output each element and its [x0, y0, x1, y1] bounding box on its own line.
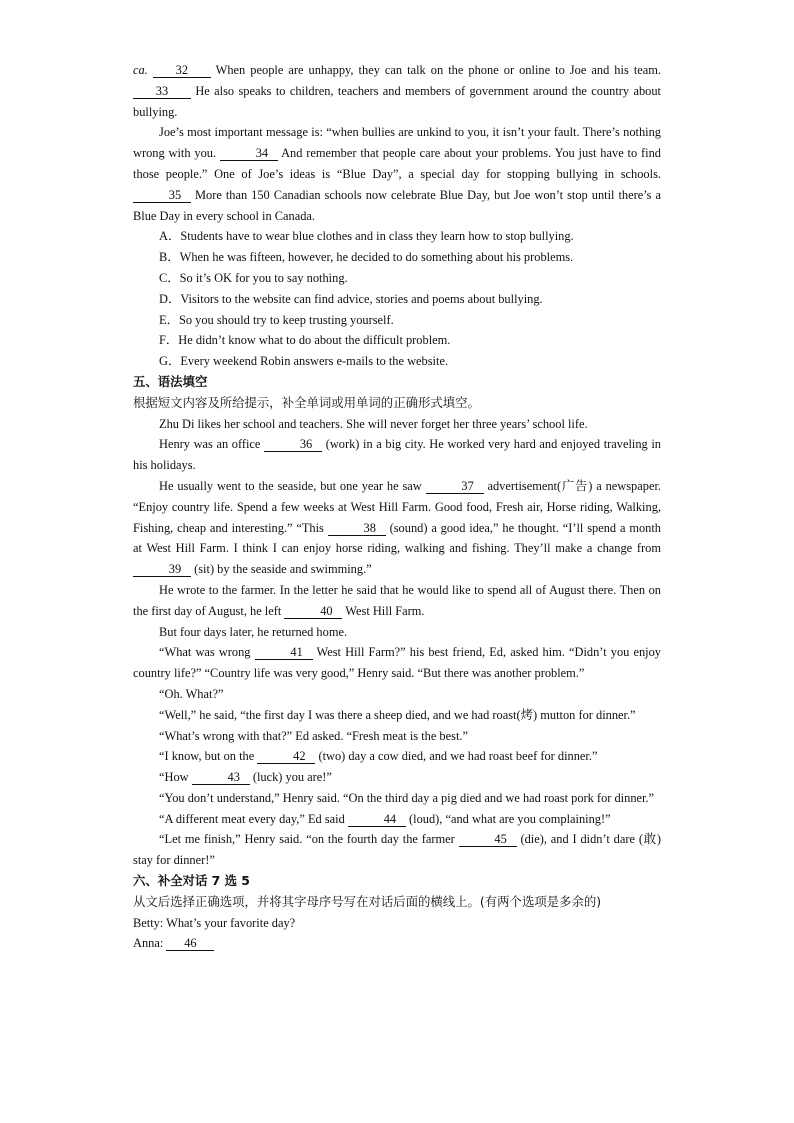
dialog-line-betty: Betty: What’s your favorite day? [133, 915, 296, 930]
option-c: C．So it’s OK for you to say nothing. [159, 270, 348, 285]
option-f: F．He didn’t know what to do about the difficult problem. [159, 333, 451, 348]
dialog-line-anna [133, 933, 661, 954]
blank-40[interactable]: 40 [284, 604, 342, 619]
text: (loud), “and what are you complaining!” [409, 811, 611, 826]
text: (two) day a cow died, and we had roast beef for dinner.” [318, 749, 598, 764]
section-6-instructions: 从文后选择正确选项，并将其字母序号写在对话后面的横线上。(有两个选项是多余的) [133, 893, 602, 909]
blank-36[interactable]: 36 [264, 437, 322, 452]
text: He wrote to the farmer. In the letter he said that he would like to spend all of August there. Then on the first day of August, he left [133, 582, 661, 618]
grammar-paragraph-luck [133, 767, 661, 788]
text: Henry was an office [159, 437, 261, 452]
grammar-line: “What’s wrong with that?” Ed asked. “Fresh meat is the best.” [159, 728, 468, 743]
option-g: G．Every weekend Robin answers e-mails to the website. [159, 354, 449, 369]
text: advertisement(广告) a newspaper. “Enjoy country life. Spend a few weeks at West Hill Farm. Good food, Fresh air, Horse riding, Walking, Fishing, cheap and interesting.” “This [133, 478, 661, 535]
text: “Let me finish,” Henry said. “on the fourth day the farmer [159, 832, 455, 847]
option-e: E．So you should try to keep trusting yourself. [159, 312, 394, 327]
text: (work) in a big city. He worked very hard and enjoyed traveling in his holidays. [133, 437, 662, 473]
section-5-instructions: 根据短文内容及所给提示，补全单词或用单词的正确形式填空。 [133, 394, 480, 410]
text: Joe’s most important message is: “when bullies are unkind to you, it isn’t your fault. There’s nothing wrong with you. [133, 125, 661, 161]
blank-38[interactable]: 38 [328, 521, 386, 536]
text: He usually went to the seaside, but one year he saw [159, 478, 422, 493]
grammar-intro-line: Zhu Di likes her school and teachers. She will never forget her three years’ school life. [159, 416, 588, 431]
grammar-paragraph-seaside [133, 476, 661, 580]
paragraph-joe-team [133, 60, 661, 122]
blank-43[interactable]: 43 [192, 770, 250, 785]
text: He also speaks to children, teachers and members of government around the country about bullying. [133, 83, 661, 119]
section-6-title: 六、补全对话 7 选 5 [133, 873, 250, 889]
blank-42[interactable]: 42 [257, 749, 315, 764]
blank-45[interactable]: 45 [459, 832, 517, 847]
blank-41[interactable]: 41 [255, 645, 313, 660]
blank-44[interactable]: 44 [348, 812, 406, 827]
blank-39[interactable]: 39 [133, 562, 191, 577]
paragraph-joe-message [133, 122, 661, 226]
text: More than 150 Canadian schools now celebrate Blue Day, but Joe won’t stop until there’s a Blue Day in every school in Canada. [133, 187, 661, 223]
blank-37[interactable]: 37 [426, 479, 484, 494]
text: (sit) by the seaside and swimming.” [194, 562, 372, 577]
speaker: Anna: [133, 936, 164, 951]
document-page [133, 60, 661, 954]
text: And remember that people care about your problems. You just have to find those people.” One of Joe’s ideas is “Blue Day”, a special day for stopping bullying in schools. [133, 146, 661, 181]
grammar-line: “You don’t understand,” Henry said. “On the third day a pig died and we had roast pork for dinner.” [159, 790, 655, 805]
blank-33[interactable]: 33 [133, 84, 191, 99]
text: (die), and I didn’t dare (敢) stay for dinner!” [133, 832, 661, 868]
option-a: A．Students have to wear blue clothes and in class they learn how to stop bullying. [159, 229, 574, 244]
text: “I know, but on the [159, 749, 255, 764]
section-5-title: 五、语法填空 [133, 373, 208, 389]
text: West Hill Farm. [345, 603, 425, 618]
grammar-line: “Well,” he said, “the first day I was there a sheep died, and we had roast(烤) mutton for dinner.” [159, 707, 636, 722]
grammar-paragraph-loud [133, 809, 661, 830]
grammar-paragraph-letter [133, 580, 661, 622]
text: (sound) a good idea,” he thought. “I’ll spend a month at West Hill Farm. I think I can enjoy horse riding, walking and fishing. They’ll make a change from [133, 520, 661, 556]
text: (luck) you are!” [252, 770, 332, 785]
text: “What was wrong [159, 645, 251, 660]
text: West Hill Farm?” his best friend, Ed, asked him. “Didn’t you enjoy country life?” “Country life was very good,” Henry said. “But there was another problem.” [133, 645, 661, 681]
option-d: D．Visitors to the website can find advice, stories and poems about bullying. [159, 291, 543, 306]
blank-46[interactable]: 46 [166, 936, 214, 951]
text: When people are unhappy, they can talk on the phone or online to Joe and his team. [215, 63, 661, 77]
grammar-line: “Oh. What?” [159, 686, 224, 701]
grammar-paragraph-cow [133, 746, 661, 767]
option-b: B．When he was fifteen, however, he decided to do something about his problems. [159, 250, 574, 265]
text: “A different meat every day,” Ed said [159, 811, 345, 826]
grammar-paragraph-wrong [133, 642, 661, 684]
blank-35[interactable]: 35 [133, 188, 191, 203]
grammar-paragraph-henry [133, 434, 661, 476]
text: “How [159, 770, 189, 785]
blank-34[interactable]: 34 [220, 146, 278, 161]
blank-32[interactable]: 32 [153, 63, 211, 78]
grammar-line: But four days later, he returned home. [159, 624, 348, 639]
lead-fragment: ca. [133, 63, 148, 77]
grammar-paragraph-farmer [133, 829, 661, 871]
